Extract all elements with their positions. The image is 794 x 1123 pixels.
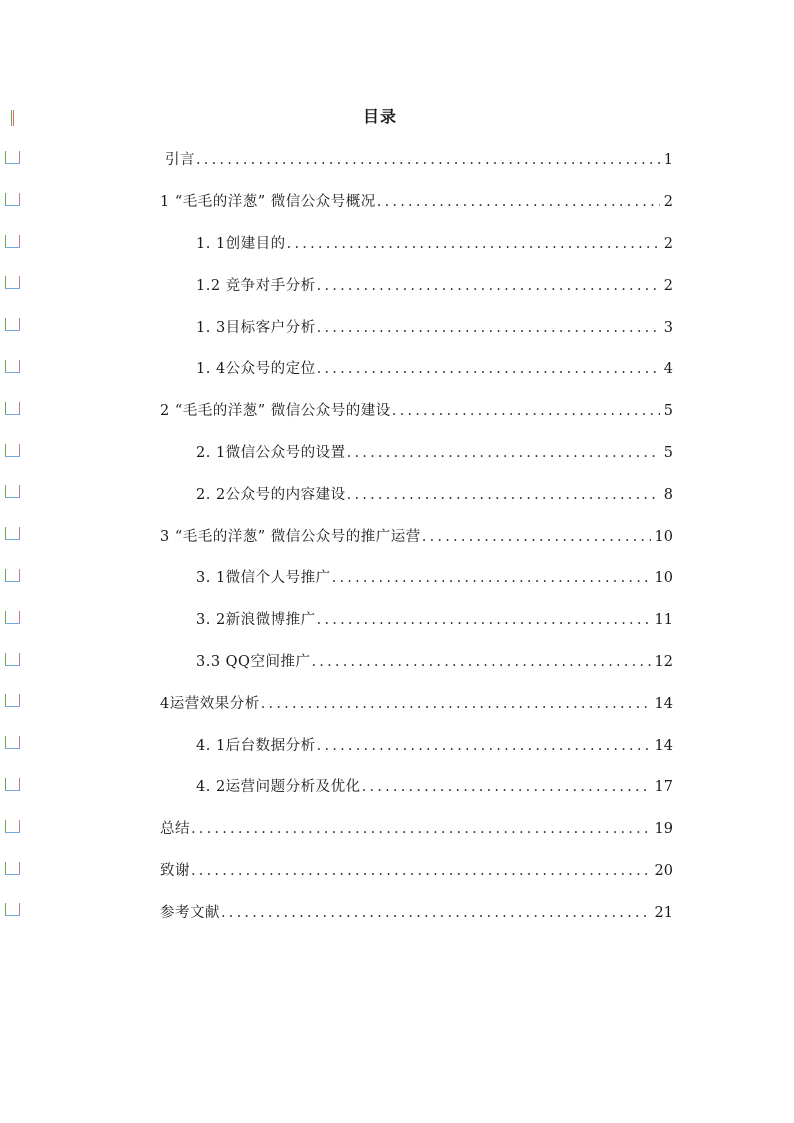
dot-leader: [347, 487, 660, 503]
toc-entry-title: 1.2 竞争对手分析: [196, 277, 316, 294]
toc-entry-title: 总结: [160, 821, 190, 838]
dot-leader: [422, 529, 651, 545]
margin-marker: [5, 653, 20, 666]
dot-leader: [347, 445, 660, 461]
dot-leader: [311, 654, 650, 670]
dot-leader: [191, 821, 651, 837]
toc-entry-title: 2. 1微信公众号的设置: [196, 444, 346, 461]
toc-entry-page: 4: [663, 361, 673, 378]
dot-leader: [392, 403, 660, 419]
toc-list: [0, 138, 794, 932]
margin-marker: [5, 569, 20, 582]
margin-marker: [5, 611, 20, 624]
dot-leader: [377, 194, 660, 210]
toc-entry-section-2-2[interactable]: [0, 472, 794, 514]
dot-leader: [221, 905, 651, 921]
dot-leader: [332, 570, 651, 586]
toc-entry-chapter-2[interactable]: [0, 389, 794, 431]
margin-marker: [5, 193, 20, 206]
toc-entry-title: 2. 2公众号的内容建设: [196, 486, 346, 503]
toc-entry-title: 1. 3目标客户分析: [196, 319, 316, 336]
toc-entry-page: 5: [663, 444, 673, 461]
toc-entry-page: 2: [663, 194, 673, 211]
toc-entry-page: 12: [654, 653, 673, 670]
dot-leader: [191, 863, 651, 879]
toc-entry-title: 3. 1微信个人号推广: [196, 570, 331, 587]
margin-marker: [5, 736, 20, 749]
toc-entry-page: 17: [654, 779, 673, 796]
toc-entry-page: 11: [654, 612, 673, 629]
toc-entry-title: 1. 1创建目的: [196, 235, 286, 252]
toc-entry-page: 2: [663, 235, 673, 252]
toc-entry-page: 10: [654, 570, 673, 587]
toc-entry-section-1-2[interactable]: [0, 263, 794, 305]
dot-leader: [287, 236, 660, 252]
toc-entry-acknowledgements[interactable]: [0, 849, 794, 891]
margin-marker: [5, 527, 20, 540]
toc-entry-page: 21: [654, 904, 673, 921]
toc-entry-section-2-1[interactable]: [0, 431, 794, 473]
toc-entry-section-3-2[interactable]: [0, 598, 794, 640]
toc-entry-title: 参考文献: [160, 904, 220, 921]
toc-entry-page: 3: [663, 319, 673, 336]
dot-leader: [362, 779, 651, 795]
toc-entry-title: 4. 2运营问题分析及优化: [196, 779, 361, 796]
toc-entry-chapter-3[interactable]: [0, 514, 794, 556]
toc-entry-page: 2: [663, 277, 673, 294]
toc-entry-references[interactable]: [0, 890, 794, 932]
dot-leader: [317, 278, 660, 294]
toc-entry-title: 3 “毛毛的洋葱” 微信公众号的推广运营: [160, 528, 421, 545]
margin-marker: [5, 235, 20, 248]
toc-entry-title: 4运营效果分析: [160, 695, 260, 712]
toc-entry-page: 1: [663, 152, 673, 169]
toc-entry-chapter-4[interactable]: [0, 681, 794, 723]
toc-entry-title: 2 “毛毛的洋葱” 微信公众号的建设: [160, 403, 391, 420]
toc-entry-section-3-3[interactable]: [0, 640, 794, 682]
dot-leader: [317, 320, 660, 336]
toc-entry-page: 10: [654, 528, 673, 545]
margin-marker: [5, 903, 20, 916]
toc-entry-chapter-1[interactable]: [0, 180, 794, 222]
toc-entry-page: 19: [654, 821, 673, 838]
margin-marker: [5, 485, 20, 498]
toc-entry-section-1-4[interactable]: [0, 347, 794, 389]
margin-marker: [5, 778, 20, 791]
margin-marker: [5, 862, 20, 875]
toc-heading: 目录: [362, 107, 397, 126]
toc-entry-conclusion[interactable]: [0, 807, 794, 849]
toc-entry-title: 4. 1后台数据分析: [196, 737, 316, 754]
margin-marker: [5, 444, 20, 457]
toc-entry-page: 14: [654, 737, 673, 754]
toc-entry-section-4-2[interactable]: [0, 765, 794, 807]
dot-leader: [261, 696, 651, 712]
toc-entry-title: 引言: [165, 152, 195, 169]
toc-entry-page: 5: [663, 403, 673, 420]
toc-entry-page: 20: [654, 862, 673, 879]
toc-entry-intro[interactable]: [0, 138, 794, 180]
dot-leader: [317, 361, 660, 377]
margin-marker: [11, 110, 14, 126]
margin-marker: [5, 276, 20, 289]
margin-marker: [5, 820, 20, 833]
toc-entry-page: 8: [663, 486, 673, 503]
toc-entry-section-1-1[interactable]: [0, 222, 794, 264]
toc-entry-section-4-1[interactable]: [0, 723, 794, 765]
margin-marker: [5, 402, 20, 415]
margin-marker: [5, 694, 20, 707]
dot-leader: [317, 612, 651, 628]
dot-leader: [317, 738, 651, 754]
dot-leader: [196, 152, 660, 168]
toc-entry-title: 3.3 QQ空间推广: [196, 653, 311, 670]
margin-marker: [5, 151, 20, 164]
margin-marker: [5, 318, 20, 331]
toc-entry-title: 1. 4公众号的定位: [196, 361, 316, 378]
toc-entry-page: 14: [654, 695, 673, 712]
toc-entry-section-1-3[interactable]: [0, 305, 794, 347]
toc-entry-title: 致谢: [160, 862, 190, 879]
margin-marker: [5, 360, 20, 373]
toc-entry-title: 1 “毛毛的洋葱” 微信公众号概况: [160, 194, 376, 211]
toc-entry-title: 3. 2新浪微博推广: [196, 612, 316, 629]
toc-entry-section-3-1[interactable]: [0, 556, 794, 598]
